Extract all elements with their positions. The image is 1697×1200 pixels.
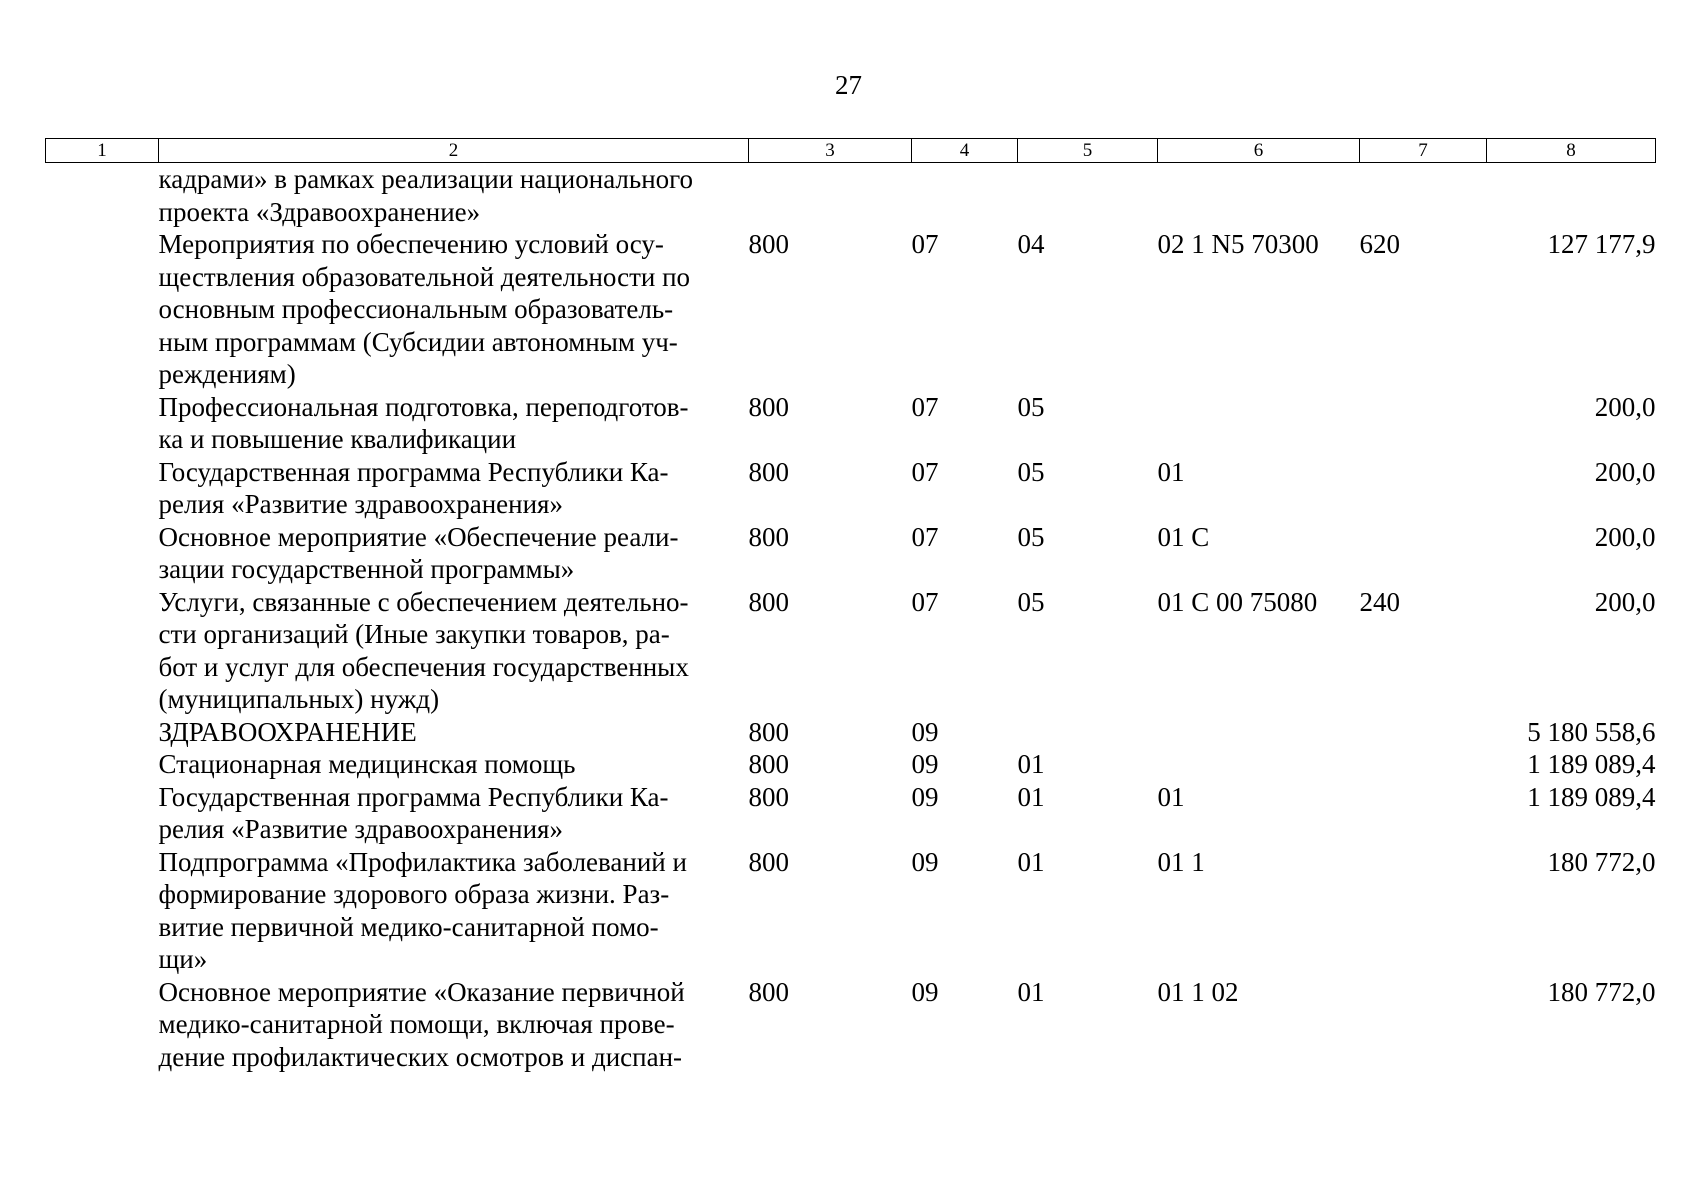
target-article-cell: 01 1 02 <box>1157 976 1239 1007</box>
row-number-cell <box>46 846 159 976</box>
header-row <box>46 139 1656 163</box>
row-number-cell <box>46 781 159 846</box>
row-name-line: формирование здорового образа жизни. Раз- <box>158 879 670 909</box>
header-col-4: 4 <box>912 139 1018 163</box>
amount-cell: 1 189 089,4 <box>1527 749 1656 779</box>
subsection-code-cell <box>1018 716 1158 749</box>
row-name-line: сти организаций (Иные закупки товаров, ра- <box>158 619 670 649</box>
chapter-code-cell: 800 <box>748 586 789 617</box>
subsection-code-cell: 01 <box>1017 749 1045 779</box>
subsection-code-cell: 05 <box>1017 521 1045 552</box>
expense-type-cell: 620 <box>1359 229 1400 259</box>
row-name-cell <box>159 163 749 229</box>
expense-type-cell <box>1360 521 1487 586</box>
row-name-line: основным профессиональным образователь- <box>158 294 674 324</box>
expense-type-cell <box>1360 456 1487 521</box>
section-code-cell: 07 <box>911 521 939 552</box>
row-number-cell <box>46 716 159 749</box>
subsection-code-cell: 01 <box>1017 846 1045 877</box>
page-number: 27 <box>835 70 862 100</box>
table-row <box>46 391 1656 456</box>
expense-type-cell <box>1360 846 1487 976</box>
chapter-code-cell: 800 <box>748 521 789 552</box>
row-name-line: кадрами» в рамках реализации национального <box>158 164 694 194</box>
section-code-cell: 07 <box>911 229 939 259</box>
row-name-line: ным программам (Субсидии автономным уч- <box>158 326 678 357</box>
row-name-cell <box>159 716 749 749</box>
header-col-5: 5 <box>1018 139 1158 163</box>
row-name-line: дение профилактических осмотров и диспан- <box>158 1041 683 1072</box>
subsection-code-cell: 05 <box>1017 586 1045 617</box>
header-col-8: 8 <box>1487 139 1656 163</box>
amount-cell: 180 772,0 <box>1547 846 1656 877</box>
row-name-line: (муниципальных) нужд) <box>158 684 440 714</box>
target-article-cell <box>1158 716 1360 749</box>
chapter-code-cell: 800 <box>748 749 789 779</box>
chapter-code-cell: 800 <box>748 456 789 487</box>
row-number-cell <box>46 228 159 391</box>
section-code-cell: 09 <box>911 716 939 747</box>
target-article-cell <box>1158 163 1360 229</box>
section-code-cell: 09 <box>911 781 939 812</box>
row-name-line: Услуги, связанные с обеспечением деятельно- <box>158 586 689 617</box>
row-number-cell <box>46 976 159 1074</box>
subsection-code-cell <box>1018 163 1158 229</box>
section-code-cell: 09 <box>911 749 939 779</box>
row-name-cell <box>159 748 749 781</box>
subsection-code-cell: 05 <box>1017 391 1045 422</box>
section-code-cell: 07 <box>911 456 939 487</box>
section-code-cell: 07 <box>911 391 939 422</box>
row-name-line: релия «Развитие здравоохранения» <box>158 489 563 519</box>
header-col-3: 3 <box>749 139 912 163</box>
row-name-line: зации государственной программы» <box>158 554 575 584</box>
subsection-code-cell: 01 <box>1017 781 1045 812</box>
chapter-code-cell <box>749 163 912 229</box>
expense-type-cell <box>1360 391 1487 456</box>
row-name-line: Государственная программа Республики Ка- <box>158 456 669 487</box>
row-number-cell <box>46 456 159 521</box>
table-row <box>46 976 1656 1074</box>
row-number-cell <box>46 163 159 229</box>
row-name-cell <box>159 391 749 456</box>
header-col-6: 6 <box>1158 139 1360 163</box>
table-body <box>46 163 1656 1074</box>
amount-cell: 200,0 <box>1594 521 1656 552</box>
row-name-cell <box>159 781 749 846</box>
subsection-code-cell: 05 <box>1017 456 1045 487</box>
amount-cell: 180 772,0 <box>1547 976 1656 1007</box>
section-code-cell: 07 <box>911 586 939 617</box>
table-row <box>46 586 1656 716</box>
row-name-line: Государственная программа Республики Ка- <box>158 781 669 812</box>
row-name-line: реждениям) <box>158 359 296 389</box>
row-name-line: ЗДРАВООХРАНЕНИЕ <box>158 716 417 747</box>
header-col-7: 7 <box>1360 139 1487 163</box>
table-row <box>46 228 1656 391</box>
target-article-cell <box>1158 748 1360 781</box>
row-name-line: ка и повышение квалификации <box>158 424 517 454</box>
target-article-cell: 01 С 00 75080 <box>1157 586 1318 617</box>
row-name-line: Стационарная медицинская помощь <box>158 749 576 779</box>
chapter-code-cell: 800 <box>748 229 789 259</box>
target-article-cell: 01 1 <box>1157 846 1205 877</box>
table-row <box>46 781 1656 846</box>
section-code-cell <box>912 163 1018 229</box>
row-name-line: Подпрограмма «Профилактика заболеваний и <box>158 846 687 877</box>
row-number-cell <box>46 586 159 716</box>
expense-type-cell <box>1360 716 1487 749</box>
chapter-code-cell: 800 <box>748 391 789 422</box>
target-article-cell: 01 <box>1157 456 1185 487</box>
row-number-cell <box>46 748 159 781</box>
table-row <box>46 716 1656 749</box>
amount-cell: 5 180 558,6 <box>1527 716 1656 747</box>
table-row <box>46 748 1656 781</box>
row-name-cell <box>159 521 749 586</box>
row-name-line: проекта «Здравоохранение» <box>158 196 481 227</box>
expense-type-cell <box>1360 976 1487 1074</box>
row-name-line: бот и услуг для обеспечения государственных <box>158 651 689 682</box>
subsection-code-cell: 04 <box>1017 229 1045 259</box>
row-name-line: щи» <box>158 944 208 974</box>
amount-cell: 127 177,9 <box>1547 229 1656 259</box>
budget-table <box>45 138 1656 1073</box>
header-col-2: 2 <box>159 139 749 163</box>
row-name-line: Основное мероприятие «Обеспечение реали- <box>158 521 679 552</box>
section-code-cell: 09 <box>911 976 939 1007</box>
expense-type-cell <box>1360 781 1487 846</box>
amount-cell <box>1487 163 1656 229</box>
chapter-code-cell: 800 <box>748 781 789 812</box>
row-name-cell <box>159 586 749 716</box>
table-row <box>46 456 1656 521</box>
row-name-line: релия «Развитие здравоохранения» <box>158 814 563 844</box>
chapter-code-cell: 800 <box>748 976 789 1007</box>
expense-type-cell <box>1360 748 1487 781</box>
amount-cell: 200,0 <box>1594 586 1656 617</box>
header-col-1: 1 <box>46 139 159 163</box>
expense-type-cell: 240 <box>1359 586 1400 617</box>
table-row <box>46 846 1656 976</box>
row-name-cell <box>159 976 749 1074</box>
table-row <box>46 163 1656 229</box>
row-name-line: ществления образовательной деятельности по <box>158 261 691 292</box>
row-name-line: Мероприятия по обеспечению условий осу- <box>158 229 664 259</box>
amount-cell: 200,0 <box>1594 456 1656 487</box>
subsection-code-cell: 01 <box>1017 976 1045 1007</box>
target-article-cell <box>1158 391 1360 456</box>
chapter-code-cell: 800 <box>748 716 789 747</box>
row-name-line: Основное мероприятие «Оказание первичной <box>158 976 685 1007</box>
target-article-cell: 02 1 N5 70300 <box>1157 229 1319 259</box>
table-row <box>46 521 1656 586</box>
row-name-cell <box>159 456 749 521</box>
target-article-cell: 01 С <box>1157 521 1210 552</box>
row-number-cell <box>46 521 159 586</box>
chapter-code-cell: 800 <box>748 846 789 877</box>
amount-cell: 200,0 <box>1594 391 1656 422</box>
target-article-cell: 01 <box>1157 781 1185 812</box>
row-name-cell <box>159 228 749 391</box>
section-code-cell: 09 <box>911 846 939 877</box>
row-name-line: медико-санитарной помощи, включая прове- <box>158 1009 675 1039</box>
row-name-line: витие первичной медико-санитарной помо- <box>158 911 659 942</box>
amount-cell: 1 189 089,4 <box>1527 781 1656 812</box>
row-name-cell <box>159 846 749 976</box>
row-name-line: Профессиональная подготовка, переподготов- <box>158 391 689 422</box>
row-number-cell <box>46 391 159 456</box>
expense-type-cell <box>1360 163 1487 229</box>
